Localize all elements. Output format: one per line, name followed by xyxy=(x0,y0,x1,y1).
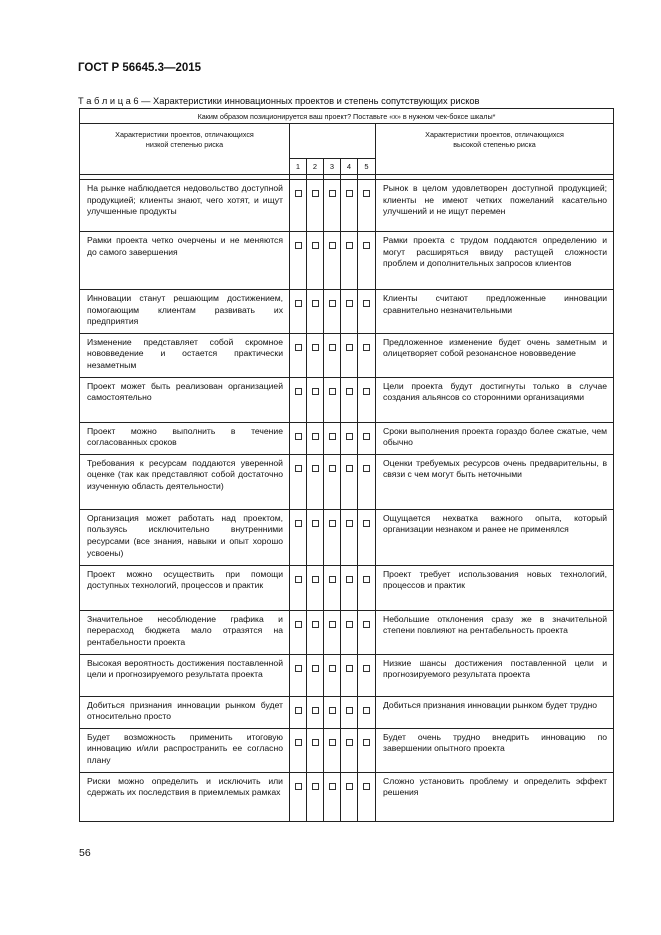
scale-checkbox[interactable] xyxy=(312,300,319,307)
scale-cell xyxy=(290,565,307,610)
scale-checkbox[interactable] xyxy=(329,576,336,583)
low-risk-characteristic xyxy=(80,422,290,454)
table-caption-label: Т а б л и ц а 6 xyxy=(78,96,139,106)
scale-checkbox[interactable] xyxy=(295,707,302,714)
scale-checkbox[interactable] xyxy=(312,344,319,351)
high-risk-characteristic xyxy=(376,509,614,565)
table-question: Каким образом позиционируется ваш проект? Поставьте «х» в нужном чек-боксе шкалы* xyxy=(80,109,614,124)
scale-checkbox[interactable] xyxy=(346,344,353,351)
left-column-header xyxy=(80,124,290,175)
scale-checkbox[interactable] xyxy=(363,621,370,628)
scale-checkbox[interactable] xyxy=(329,433,336,440)
low-risk-characteristic xyxy=(80,180,290,232)
scale-checkbox[interactable] xyxy=(312,739,319,746)
scale-cell xyxy=(307,232,324,290)
low-risk-text: Проект можно осуществить при помощи доступных технологий, процессов и практик xyxy=(87,568,283,591)
scale-cell xyxy=(358,232,376,290)
table-row xyxy=(80,696,614,728)
table-row xyxy=(80,232,614,290)
scale-cell xyxy=(341,454,358,509)
scale-checkbox[interactable] xyxy=(312,707,319,714)
low-risk-characteristic xyxy=(80,232,290,290)
scale-cell xyxy=(307,728,324,772)
right-column-header-text: Характеристики проектов, отличающихся высокой степенью риска xyxy=(425,130,564,149)
scale-checkbox[interactable] xyxy=(329,242,336,249)
scale-checkbox[interactable] xyxy=(363,388,370,395)
high-risk-text: Ощущается нехватка важного опыта, который организации незнаком и ранее не применялся xyxy=(383,512,608,535)
scale-checkbox[interactable] xyxy=(346,388,353,395)
high-risk-text: Предложенное изменение будет очень заметным и олицетворяет собой резонансное нововведение xyxy=(383,336,608,359)
high-risk-text: Клиенты считают предложенные инновации сравнительно незначительными xyxy=(383,293,608,315)
table-caption-text: — Характеристики инновационных проектов и степень сопутствующих рисков xyxy=(138,96,480,106)
scale-cell xyxy=(341,728,358,772)
scale-checkbox[interactable] xyxy=(346,621,353,628)
table-row xyxy=(80,333,614,377)
scale-cell xyxy=(307,377,324,422)
scale-cell xyxy=(290,654,307,696)
scale-cell xyxy=(307,454,324,509)
low-risk-text: Проект можно выполнить в течение согласованных сроков xyxy=(87,425,283,448)
scale-checkbox[interactable] xyxy=(295,433,302,440)
high-risk-characteristic xyxy=(376,454,614,509)
scale-cell xyxy=(341,333,358,377)
scale-checkbox[interactable] xyxy=(295,388,302,395)
scale-cell xyxy=(290,180,307,232)
scale-checkbox[interactable] xyxy=(295,300,302,307)
high-risk-characteristic xyxy=(376,696,614,728)
low-risk-text: Организация может работать над проектом, пользуясь исключительно внутренними ресурсами (все знания, навыки и опыт хорошо усвоены) xyxy=(87,512,283,558)
scale-cell xyxy=(307,565,324,610)
scale-checkbox[interactable] xyxy=(363,242,370,249)
scale-cell xyxy=(341,772,358,821)
scale-cell xyxy=(358,377,376,422)
scale-checkbox[interactable] xyxy=(329,665,336,672)
table-caption xyxy=(78,96,480,106)
scale-checkbox[interactable] xyxy=(329,739,336,746)
scale-checkbox[interactable] xyxy=(312,520,319,527)
scale-cell xyxy=(290,772,307,821)
scale-cell xyxy=(290,454,307,509)
scale-checkbox[interactable] xyxy=(346,300,353,307)
risk-table xyxy=(79,108,614,822)
scale-checkbox[interactable] xyxy=(295,242,302,249)
scale-checkbox[interactable] xyxy=(295,344,302,351)
scale-checkbox[interactable] xyxy=(312,190,319,197)
scale-checkbox[interactable] xyxy=(346,190,353,197)
scale-checkbox[interactable] xyxy=(363,190,370,197)
table-row xyxy=(80,509,614,565)
table-row xyxy=(80,180,614,232)
scale-cell xyxy=(290,422,307,454)
scale-checkbox[interactable] xyxy=(363,576,370,583)
scale-header-blank xyxy=(290,124,376,159)
scale-cell xyxy=(307,180,324,232)
scale-cell xyxy=(307,422,324,454)
scale-checkbox[interactable] xyxy=(329,344,336,351)
table-row xyxy=(80,454,614,509)
table-row xyxy=(80,610,614,654)
scale-checkbox[interactable] xyxy=(329,300,336,307)
low-risk-text: Добиться признания инновации рынком будет относительно просто xyxy=(87,699,283,722)
low-risk-characteristic xyxy=(80,610,290,654)
scale-cell xyxy=(341,232,358,290)
scale-checkbox[interactable] xyxy=(329,621,336,628)
scale-cell xyxy=(358,454,376,509)
low-risk-text: Изменение представляет собой скромное нововведение и остается практически незаметным xyxy=(87,336,283,370)
scale-cell xyxy=(290,333,307,377)
scale-checkbox[interactable] xyxy=(329,465,336,472)
scale-cell xyxy=(341,654,358,696)
scale-checkbox[interactable] xyxy=(312,242,319,249)
scale-number: 4 xyxy=(341,159,358,175)
scale-cell xyxy=(324,454,341,509)
scale-checkbox[interactable] xyxy=(295,465,302,472)
low-risk-text: Высокая вероятность достижения поставленной цели и прогнозируемого результата проекта xyxy=(87,657,283,680)
low-risk-text: Проект может быть реализован организацией самостоятельно xyxy=(87,380,283,403)
scale-checkbox[interactable] xyxy=(312,433,319,440)
low-risk-text: Будет возможность применить итоговую инновацию и/или распространить ее согласно плану xyxy=(87,731,283,765)
high-risk-text: Оценки требуемых ресурсов очень предварительны, в связи с чем могут быть неточными xyxy=(383,457,608,480)
scale-checkbox[interactable] xyxy=(312,665,319,672)
scale-checkbox[interactable] xyxy=(346,433,353,440)
scale-checkbox[interactable] xyxy=(363,465,370,472)
left-column-header-text: Характеристики проектов, отличающихся низкой степенью риска xyxy=(115,130,254,149)
page-number: 56 xyxy=(79,847,91,859)
scale-cell xyxy=(358,772,376,821)
scale-checkbox[interactable] xyxy=(363,433,370,440)
scale-cell xyxy=(290,696,307,728)
scale-cell xyxy=(341,696,358,728)
low-risk-text: Рамки проекта четко очерчены и не меняются до самого завершения xyxy=(87,235,283,257)
scale-checkbox[interactable] xyxy=(295,576,302,583)
low-risk-text: Значительное несоблюдение графика и перерасход бюджета мало отразятся на рентабельности проекта xyxy=(87,613,283,647)
low-risk-characteristic xyxy=(80,728,290,772)
scale-checkbox[interactable] xyxy=(329,783,336,790)
scale-checkbox[interactable] xyxy=(346,465,353,472)
scale-cell xyxy=(324,772,341,821)
scale-cell xyxy=(358,180,376,232)
high-risk-characteristic xyxy=(376,180,614,232)
scale-checkbox[interactable] xyxy=(329,190,336,197)
scale-cell xyxy=(341,180,358,232)
scale-cell xyxy=(324,180,341,232)
scale-cell xyxy=(307,509,324,565)
standard-header: ГОСТ Р 56645.3—2015 xyxy=(78,62,202,74)
scale-checkbox[interactable] xyxy=(346,739,353,746)
scale-checkbox[interactable] xyxy=(363,707,370,714)
scale-cell xyxy=(358,728,376,772)
scale-cell xyxy=(341,422,358,454)
table-row xyxy=(80,290,614,334)
scale-checkbox[interactable] xyxy=(295,783,302,790)
scale-checkbox[interactable] xyxy=(346,665,353,672)
high-risk-text: Сроки выполнения проекта гораздо более сжатые, чем обычно xyxy=(383,425,608,448)
table-row xyxy=(80,728,614,772)
scale-cell xyxy=(358,654,376,696)
scale-number: 3 xyxy=(324,159,341,175)
scale-checkbox[interactable] xyxy=(363,739,370,746)
high-risk-characteristic xyxy=(376,772,614,821)
high-risk-text: Рамки проекта с трудом поддаются определению и могут расширяться ввиду растущей сложности проблем и дополнительных запросов клиентов xyxy=(383,235,608,269)
high-risk-text: Добиться признания инновации рынком будет трудно xyxy=(383,699,598,710)
low-risk-text: Риски можно определить и исключить или сдержать их последствия в приемлемых рамках xyxy=(87,775,283,798)
scale-cell xyxy=(307,654,324,696)
scale-checkbox[interactable] xyxy=(346,576,353,583)
scale-checkbox[interactable] xyxy=(312,388,319,395)
high-risk-text: Цели проекта будут достигнуты только в случае создания альянсов со сторонними организациями xyxy=(383,380,608,403)
table-row xyxy=(80,654,614,696)
low-risk-text: На рынке наблюдается недовольство доступной продукцией; клиенты знают, чего хотят, и ищут улучшенные продукты xyxy=(87,183,283,217)
high-risk-characteristic xyxy=(376,565,614,610)
scale-checkbox[interactable] xyxy=(346,242,353,249)
low-risk-characteristic xyxy=(80,333,290,377)
high-risk-characteristic xyxy=(376,232,614,290)
high-risk-text: Сложно установить проблему и определить эффект решения xyxy=(383,775,608,798)
scale-number: 2 xyxy=(307,159,324,175)
scale-checkbox[interactable] xyxy=(295,739,302,746)
scale-cell xyxy=(341,610,358,654)
low-risk-characteristic xyxy=(80,509,290,565)
high-risk-text: Рынок в целом удовлетворен доступной продукцией; клиенты не имеют четких пожеланий касательно улучшений и не ищут перемен xyxy=(383,183,608,217)
scale-cell xyxy=(324,333,341,377)
high-risk-text: Проект требует использования новых технологий, процессов и практик xyxy=(383,568,608,591)
scale-checkbox[interactable] xyxy=(312,465,319,472)
scale-cell xyxy=(324,232,341,290)
scale-cell xyxy=(324,422,341,454)
scale-cell xyxy=(290,377,307,422)
scale-checkbox[interactable] xyxy=(329,520,336,527)
scale-cell xyxy=(324,290,341,334)
low-risk-characteristic xyxy=(80,377,290,422)
scale-cell xyxy=(341,565,358,610)
scale-cell xyxy=(290,290,307,334)
scale-checkbox[interactable] xyxy=(295,665,302,672)
scale-cell xyxy=(307,696,324,728)
scale-checkbox[interactable] xyxy=(312,783,319,790)
scale-cell xyxy=(324,696,341,728)
low-risk-characteristic xyxy=(80,696,290,728)
scale-cell xyxy=(290,610,307,654)
scale-cell xyxy=(358,565,376,610)
scale-checkbox[interactable] xyxy=(295,520,302,527)
scale-cell xyxy=(341,290,358,334)
right-column-header xyxy=(376,124,614,175)
scale-checkbox[interactable] xyxy=(329,388,336,395)
table-row xyxy=(80,772,614,821)
scale-checkbox[interactable] xyxy=(363,783,370,790)
scale-cell xyxy=(324,377,341,422)
low-risk-characteristic xyxy=(80,290,290,334)
scale-checkbox[interactable] xyxy=(346,707,353,714)
scale-checkbox[interactable] xyxy=(363,300,370,307)
scale-cell xyxy=(307,610,324,654)
scale-cell xyxy=(341,377,358,422)
scale-checkbox[interactable] xyxy=(363,520,370,527)
scale-checkbox[interactable] xyxy=(363,665,370,672)
high-risk-text: Будет очень трудно внедрить инновацию по завершении опытного проекта xyxy=(383,731,608,754)
table-row xyxy=(80,565,614,610)
scale-checkbox[interactable] xyxy=(346,520,353,527)
scale-cell xyxy=(290,232,307,290)
table-row xyxy=(80,377,614,422)
scale-checkbox[interactable] xyxy=(363,344,370,351)
high-risk-text: Низкие шансы достижения поставленной цели и прогнозируемого результата проекта xyxy=(383,657,608,680)
low-risk-characteristic xyxy=(80,772,290,821)
high-risk-characteristic xyxy=(376,290,614,334)
scale-cell xyxy=(324,565,341,610)
scale-cell xyxy=(324,610,341,654)
scale-checkbox[interactable] xyxy=(295,190,302,197)
scale-cell xyxy=(358,696,376,728)
scale-number: 1 xyxy=(290,159,307,175)
scale-cell xyxy=(358,422,376,454)
scale-cell xyxy=(324,509,341,565)
scale-cell xyxy=(358,290,376,334)
high-risk-characteristic xyxy=(376,654,614,696)
scale-cell xyxy=(324,654,341,696)
low-risk-text: Требования к ресурсам поддаются уверенной оценке (так как представляют собой достаточно изученную область деятельности) xyxy=(87,457,283,491)
low-risk-text: Инновации станут решающим достижением, помогающим клиентам развивать их предприятия xyxy=(87,293,283,327)
scale-checkbox[interactable] xyxy=(346,783,353,790)
scale-cell xyxy=(290,509,307,565)
high-risk-characteristic xyxy=(376,377,614,422)
scale-cell xyxy=(307,290,324,334)
scale-number: 5 xyxy=(358,159,376,175)
high-risk-characteristic xyxy=(376,728,614,772)
low-risk-characteristic xyxy=(80,654,290,696)
high-risk-characteristic xyxy=(376,422,614,454)
table-row xyxy=(80,422,614,454)
scale-cell xyxy=(358,333,376,377)
scale-cell xyxy=(307,772,324,821)
scale-checkbox[interactable] xyxy=(329,707,336,714)
scale-cell xyxy=(358,509,376,565)
scale-checkbox[interactable] xyxy=(312,621,319,628)
high-risk-characteristic xyxy=(376,610,614,654)
high-risk-characteristic xyxy=(376,333,614,377)
scale-cell xyxy=(307,333,324,377)
scale-checkbox[interactable] xyxy=(295,621,302,628)
high-risk-text: Небольшие отклонения сразу же в значительной степени повлияют на рентабельность проекта xyxy=(383,613,608,636)
scale-cell xyxy=(290,728,307,772)
scale-cell xyxy=(324,728,341,772)
low-risk-characteristic xyxy=(80,454,290,509)
low-risk-characteristic xyxy=(80,565,290,610)
scale-cell xyxy=(358,610,376,654)
scale-checkbox[interactable] xyxy=(312,576,319,583)
scale-cell xyxy=(341,509,358,565)
